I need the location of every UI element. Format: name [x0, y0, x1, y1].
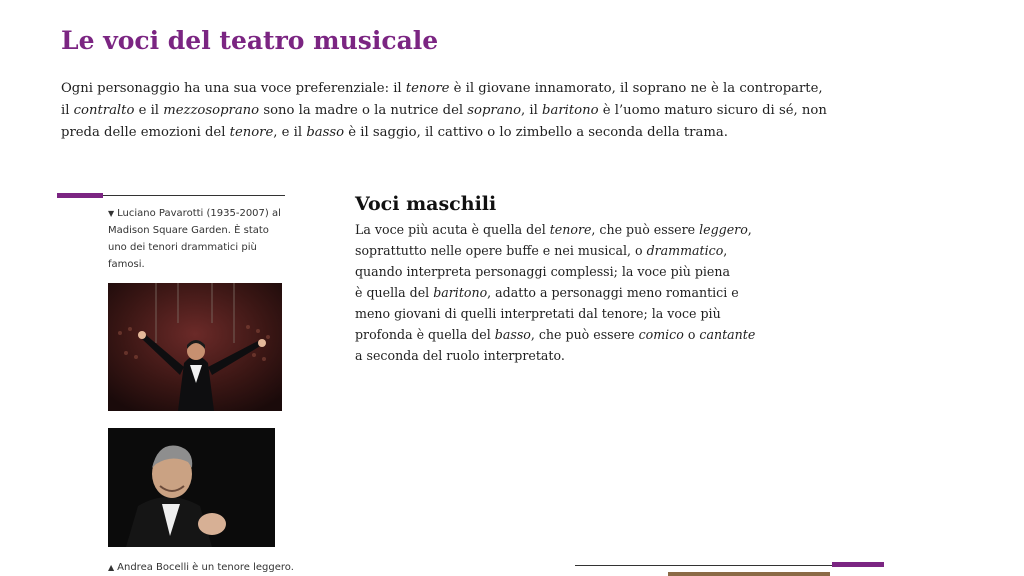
- text-run: , che può essere: [530, 327, 639, 342]
- italic-term: basso: [494, 327, 531, 342]
- section-line: [355, 282, 755, 303]
- intro-line: [61, 122, 801, 144]
- page-title: Le voci del teatro musicale: [61, 26, 439, 55]
- photo-pavarotti: [108, 283, 282, 411]
- divider-rule: [103, 195, 285, 196]
- caption-line: uno dei tenori drammatici più: [108, 242, 257, 253]
- text-run: soprattutto nelle opere buffe e nei musical, o: [355, 243, 647, 258]
- section-paragraph: [355, 219, 755, 366]
- caption-line: [108, 559, 328, 576]
- text-run: il: [61, 103, 74, 118]
- text-run: è l’uomo maturo sicuro di sé, non: [598, 103, 827, 118]
- caption-text: Luciano Pavarotti (1935-2007) al: [117, 208, 281, 219]
- section-line: meno giovani di quelli interpretati dal tenore; la voce più: [355, 306, 721, 321]
- section-line: [355, 219, 755, 240]
- divider-rule-bottom: [575, 565, 833, 566]
- italic-term: soprano: [467, 103, 522, 118]
- caption-line: famosi.: [108, 259, 145, 270]
- italic-term: comico: [638, 327, 684, 342]
- text-run: è il saggio, il cattivo o lo zimbello a seconda della trama.: [344, 125, 728, 140]
- italic-term: tenore: [229, 125, 274, 140]
- italic-term: basso: [306, 125, 345, 140]
- text-run: profonda è quella del: [355, 327, 495, 342]
- section-line: a seconda del ruolo interpretato.: [355, 348, 565, 363]
- triangle-down-icon: ▼: [108, 209, 115, 218]
- italic-term: tenore: [405, 81, 450, 96]
- intro-line: [61, 100, 827, 122]
- accent-rule: [57, 193, 103, 198]
- italic-term: mezzosoprano: [163, 103, 260, 118]
- text-run: e il: [134, 103, 164, 118]
- intro-paragraph: [61, 78, 827, 144]
- italic-term: baritono: [542, 103, 599, 118]
- section-line: [355, 240, 755, 261]
- italic-term: tenore: [549, 222, 592, 237]
- section-line: [355, 324, 755, 345]
- accent-rule-bottom: [832, 562, 884, 567]
- portrait-photo-illustration: [108, 428, 275, 547]
- caption-pavarotti: [108, 205, 298, 273]
- text-run: sono la madre o la nutrice del: [259, 103, 468, 118]
- photo-bocelli: [108, 428, 275, 547]
- text-run: ,: [747, 222, 752, 237]
- text-run: è il giovane innamorato, il soprano ne è la controparte,: [449, 81, 823, 96]
- text-run: La voce più acuta è quella del: [355, 222, 550, 237]
- text-run: o: [683, 327, 700, 342]
- text-run: , il: [521, 103, 543, 118]
- italic-term: contralto: [73, 103, 135, 118]
- next-photo-thumbnail: [668, 572, 830, 576]
- text-run: è quella del: [355, 285, 434, 300]
- italic-term: baritono: [433, 285, 488, 300]
- italic-term: drammatico: [646, 243, 724, 258]
- text-run: , e il: [273, 125, 307, 140]
- caption-line: Madison Square Garden. È stato: [108, 225, 269, 236]
- caption-bocelli: [108, 559, 328, 576]
- intro-line: [61, 78, 823, 100]
- section-line: quando interpreta personaggi complessi; la voce più piena: [355, 264, 731, 279]
- triangle-up-icon: ▲: [108, 563, 115, 572]
- caption-line: [108, 205, 298, 222]
- concert-photo-illustration: [108, 283, 282, 411]
- text-run: preda delle emozioni del: [61, 125, 230, 140]
- text-run: ,: [723, 243, 728, 258]
- section-heading: Voci maschili: [355, 193, 497, 215]
- text-run: Ogni personaggio ha una sua voce preferenziale: il: [61, 81, 406, 96]
- italic-term: cantante: [699, 327, 756, 342]
- italic-term: leggero: [699, 222, 748, 237]
- text-run: , adatto a personaggi meno romantici e: [487, 285, 739, 300]
- text-run: , che può essere: [591, 222, 700, 237]
- caption-text: Andrea Bocelli è un tenore leggero.: [117, 562, 294, 573]
